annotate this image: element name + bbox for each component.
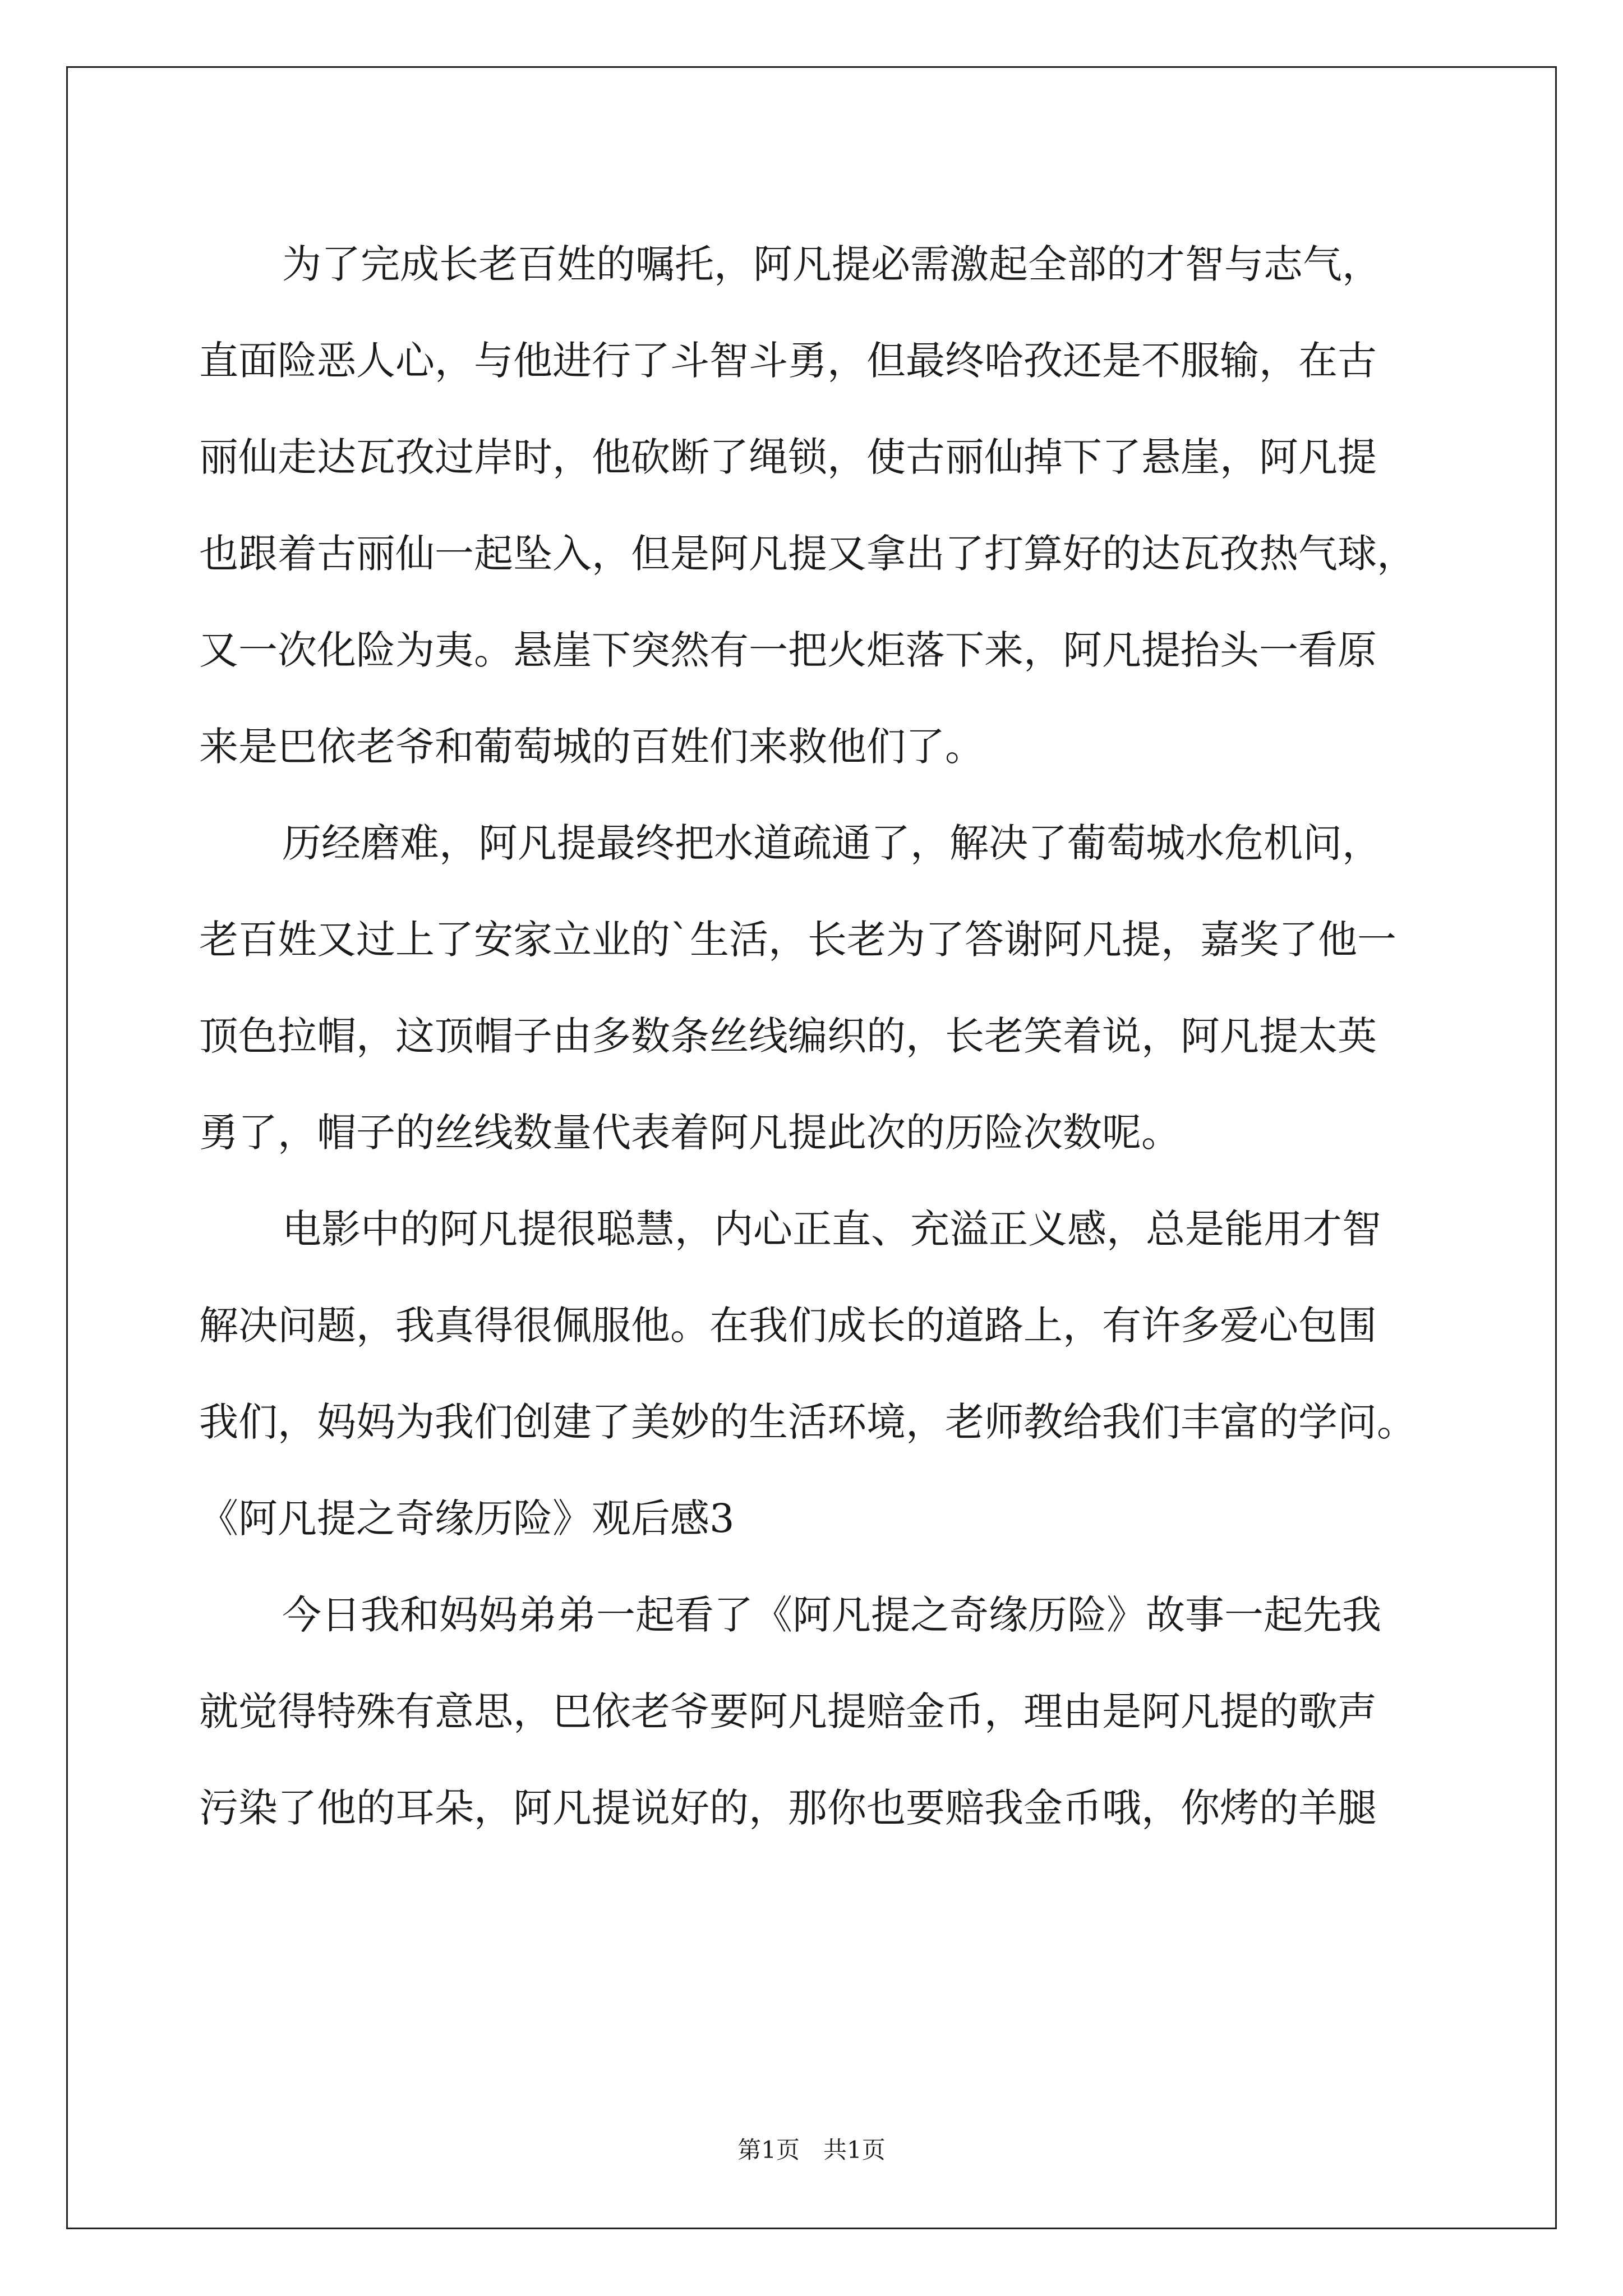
paragraph-line: 丽仙走达瓦孜过岸时，他砍断了绳锁，使古丽仙掉下了悬崖，阿凡提 bbox=[199, 434, 1377, 480]
paragraph-line: 就觉得特殊有意思，巴依老爷要阿凡提赔金币，理由是阿凡提的歌声 bbox=[199, 1688, 1377, 1734]
paragraph-line: 顶色拉帽，这顶帽子由多数条丝线编织的，长老笑着说，阿凡提太英 bbox=[199, 1013, 1377, 1059]
paragraph-line: 又一次化险为夷。悬崖下突然有一把火炬落下来，阿凡提抬头一看原 bbox=[199, 627, 1377, 673]
paragraph-line: 来是巴依老爷和葡萄城的百姓们来救他们了。 bbox=[199, 724, 984, 770]
document-body bbox=[199, 216, 1433, 1856]
paragraph-line: 为了完成长老百姓的嘱托，阿凡提必需激起全部的才智与志气， bbox=[282, 241, 1381, 287]
paragraph-line: 历经磨难，阿凡提最终把水道疏通了，解决了葡萄城水危机问， bbox=[282, 820, 1381, 866]
paragraph-line: 老百姓又过上了安家立业的`生活，长老为了答谢阿凡提，嘉奖了他一 bbox=[199, 917, 1396, 963]
paragraph-line: 污染了他的耳朵，阿凡提说好的，那你也要赔我金币哦，你烤的羊腿 bbox=[199, 1785, 1377, 1831]
section-title: 《阿凡提之奇缘历险》观后感3 bbox=[199, 1496, 735, 1542]
paragraph-line: 今日我和妈妈弟弟一起看了《阿凡提之奇缘历险》故事一起先我 bbox=[282, 1592, 1381, 1638]
page-footer: 第1页 共1页 bbox=[737, 2136, 886, 2164]
paragraph-line: 直面险恶人心，与他进行了斗智斗勇，但最终哈孜还是不服输，在古 bbox=[199, 338, 1377, 384]
paragraph-line: 解决问题，我真得很佩服他。在我们成长的道路上，有许多爱心包围 bbox=[199, 1303, 1377, 1349]
paragraph-line: 也跟着古丽仙一起坠入，但是阿凡提又拿出了打算好的达瓦孜热气球， bbox=[199, 531, 1416, 577]
paragraph-line: 我们，妈妈为我们创建了美妙的生活环境，老师教给我们丰富的学问。 bbox=[199, 1399, 1416, 1445]
paragraph-line: 勇了，帽子的丝线数量代表着阿凡提此次的历险次数呢。 bbox=[199, 1110, 1181, 1156]
paragraph-line: 电影中的阿凡提很聪慧，内心正直、充溢正义感，总是能用才智 bbox=[282, 1206, 1381, 1252]
